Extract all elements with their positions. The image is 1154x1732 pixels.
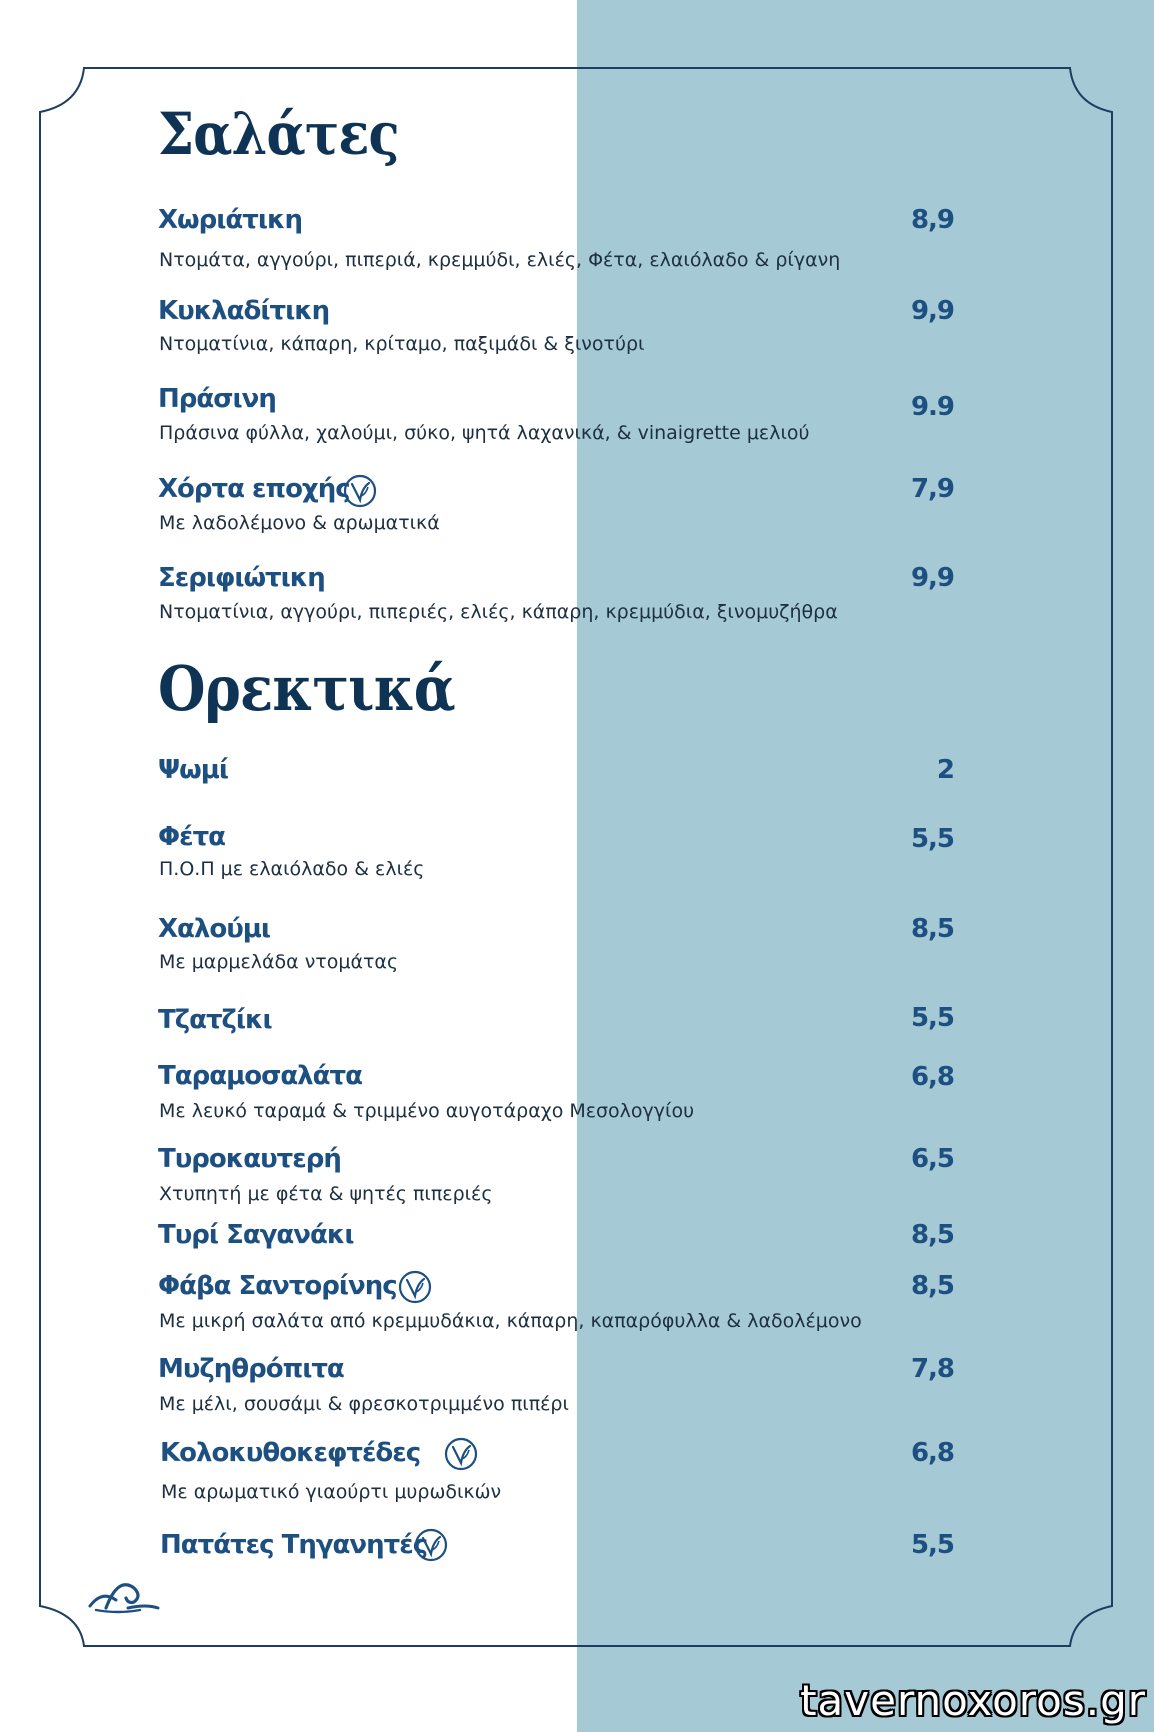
menu-item-price: 7,8 [910, 1354, 954, 1384]
menu-item-price: 7,9 [910, 474, 954, 504]
vegan-leaf-icon [444, 1437, 478, 1471]
wave-logo-icon [88, 1570, 160, 1614]
menu-item-price: 9.9 [910, 392, 954, 422]
menu-item-description: Με αρωματικό γιαούρτι μυρωδικών [161, 1481, 502, 1503]
section-title-salads: Σαλάτες [158, 100, 399, 168]
vegan-leaf-icon [398, 1270, 432, 1304]
menu-item-name: Κολοκυθοκεφτέδες [160, 1438, 421, 1468]
menu-item-name: Σεριφιώτικη [158, 563, 325, 593]
menu-item-price: 6,8 [910, 1438, 954, 1468]
menu-item-name: Χωριάτικη [158, 205, 302, 235]
menu-item-description: Με λαδολέμονο & αρωματικά [159, 512, 440, 534]
menu-item-description: Ντομάτα, αγγούρι, πιπεριά, κρεμμύδι, ελιές, Φέτα, ελαιόλαδο & ρίγανη [159, 249, 841, 271]
menu-item-name: Τζατζίκι [158, 1005, 272, 1035]
menu-item-description: Π.Ο.Π με ελαιόλαδο & ελιές [159, 858, 425, 880]
menu-item-price: 5,5 [910, 1003, 954, 1033]
menu-item-name: Τυρί Σαγανάκι [158, 1220, 354, 1250]
menu-item-description: Με λευκό ταραμά & τριμμένο αυγοτάραχο Μεσολογγίου [159, 1100, 695, 1122]
watermark-text: tavernoxoros.gr [800, 1676, 1146, 1725]
menu-item-name: Τυροκαυτερή [158, 1144, 341, 1174]
menu-item-name: Πατάτες Τηγανητές [160, 1530, 428, 1560]
menu-item-name: Μυζηθρόπιτα [158, 1354, 344, 1384]
menu-item-price: 9,9 [910, 563, 954, 593]
vegan-leaf-icon [343, 474, 377, 508]
menu-item-name: Χόρτα εποχής [158, 474, 350, 504]
menu-item-description: Με μέλι, σουσάμι & φρεσκοτριμμένο πιπέρι [159, 1393, 569, 1415]
menu-item-name: Πράσινη [158, 384, 276, 414]
menu-item-name: Χαλούμι [158, 914, 271, 944]
section-title-appetizers: Ορεκτικά [158, 652, 455, 725]
menu-item-description: Πράσινα φύλλα, χαλούμι, σύκο, ψητά λαχανικά, & vinaigrette μελιού [159, 422, 810, 444]
menu-item-price: 8,5 [910, 1220, 954, 1250]
menu-item-description: Χτυπητή με φέτα & ψητές πιπεριές [159, 1183, 493, 1205]
menu-item-price: 8,9 [910, 205, 954, 235]
menu-item-price: 5,5 [910, 1530, 954, 1560]
menu-item-description: Ντοματίνια, αγγούρι, πιπεριές, ελιές, κάπαρη, κρεμμύδια, ξινομυζήθρα [159, 601, 838, 623]
menu-item-price: 2 [936, 755, 954, 785]
menu-item-price: 9,9 [910, 296, 954, 326]
menu-item-name: Ψωμί [158, 755, 228, 785]
menu-item-price: 8,5 [910, 1271, 954, 1301]
menu-item-description: Με μαρμελάδα ντομάτας [159, 951, 399, 973]
menu-item-name: Φάβα Σαντορίνης [158, 1271, 397, 1301]
menu-item-description: Ντοματίνια, κάπαρη, κρίταμο, παξιμάδι & ξινοτύρι [159, 333, 645, 355]
vegan-leaf-icon [414, 1528, 448, 1562]
menu-item-name: Κυκλαδίτικη [158, 296, 330, 326]
menu-item-name: Ταραμοσαλάτα [158, 1061, 362, 1091]
menu-item-price: 5,5 [910, 824, 954, 854]
menu-item-price: 8,5 [910, 914, 954, 944]
menu-item-price: 6,5 [910, 1144, 954, 1174]
menu-item-price: 6,8 [910, 1062, 954, 1092]
menu-item-name: Φέτα [158, 822, 226, 852]
menu-item-description: Με μικρή σαλάτα από κρεμμυδάκια, κάπαρη, καπαρόφυλλα & λαδολέμονο [159, 1310, 862, 1332]
